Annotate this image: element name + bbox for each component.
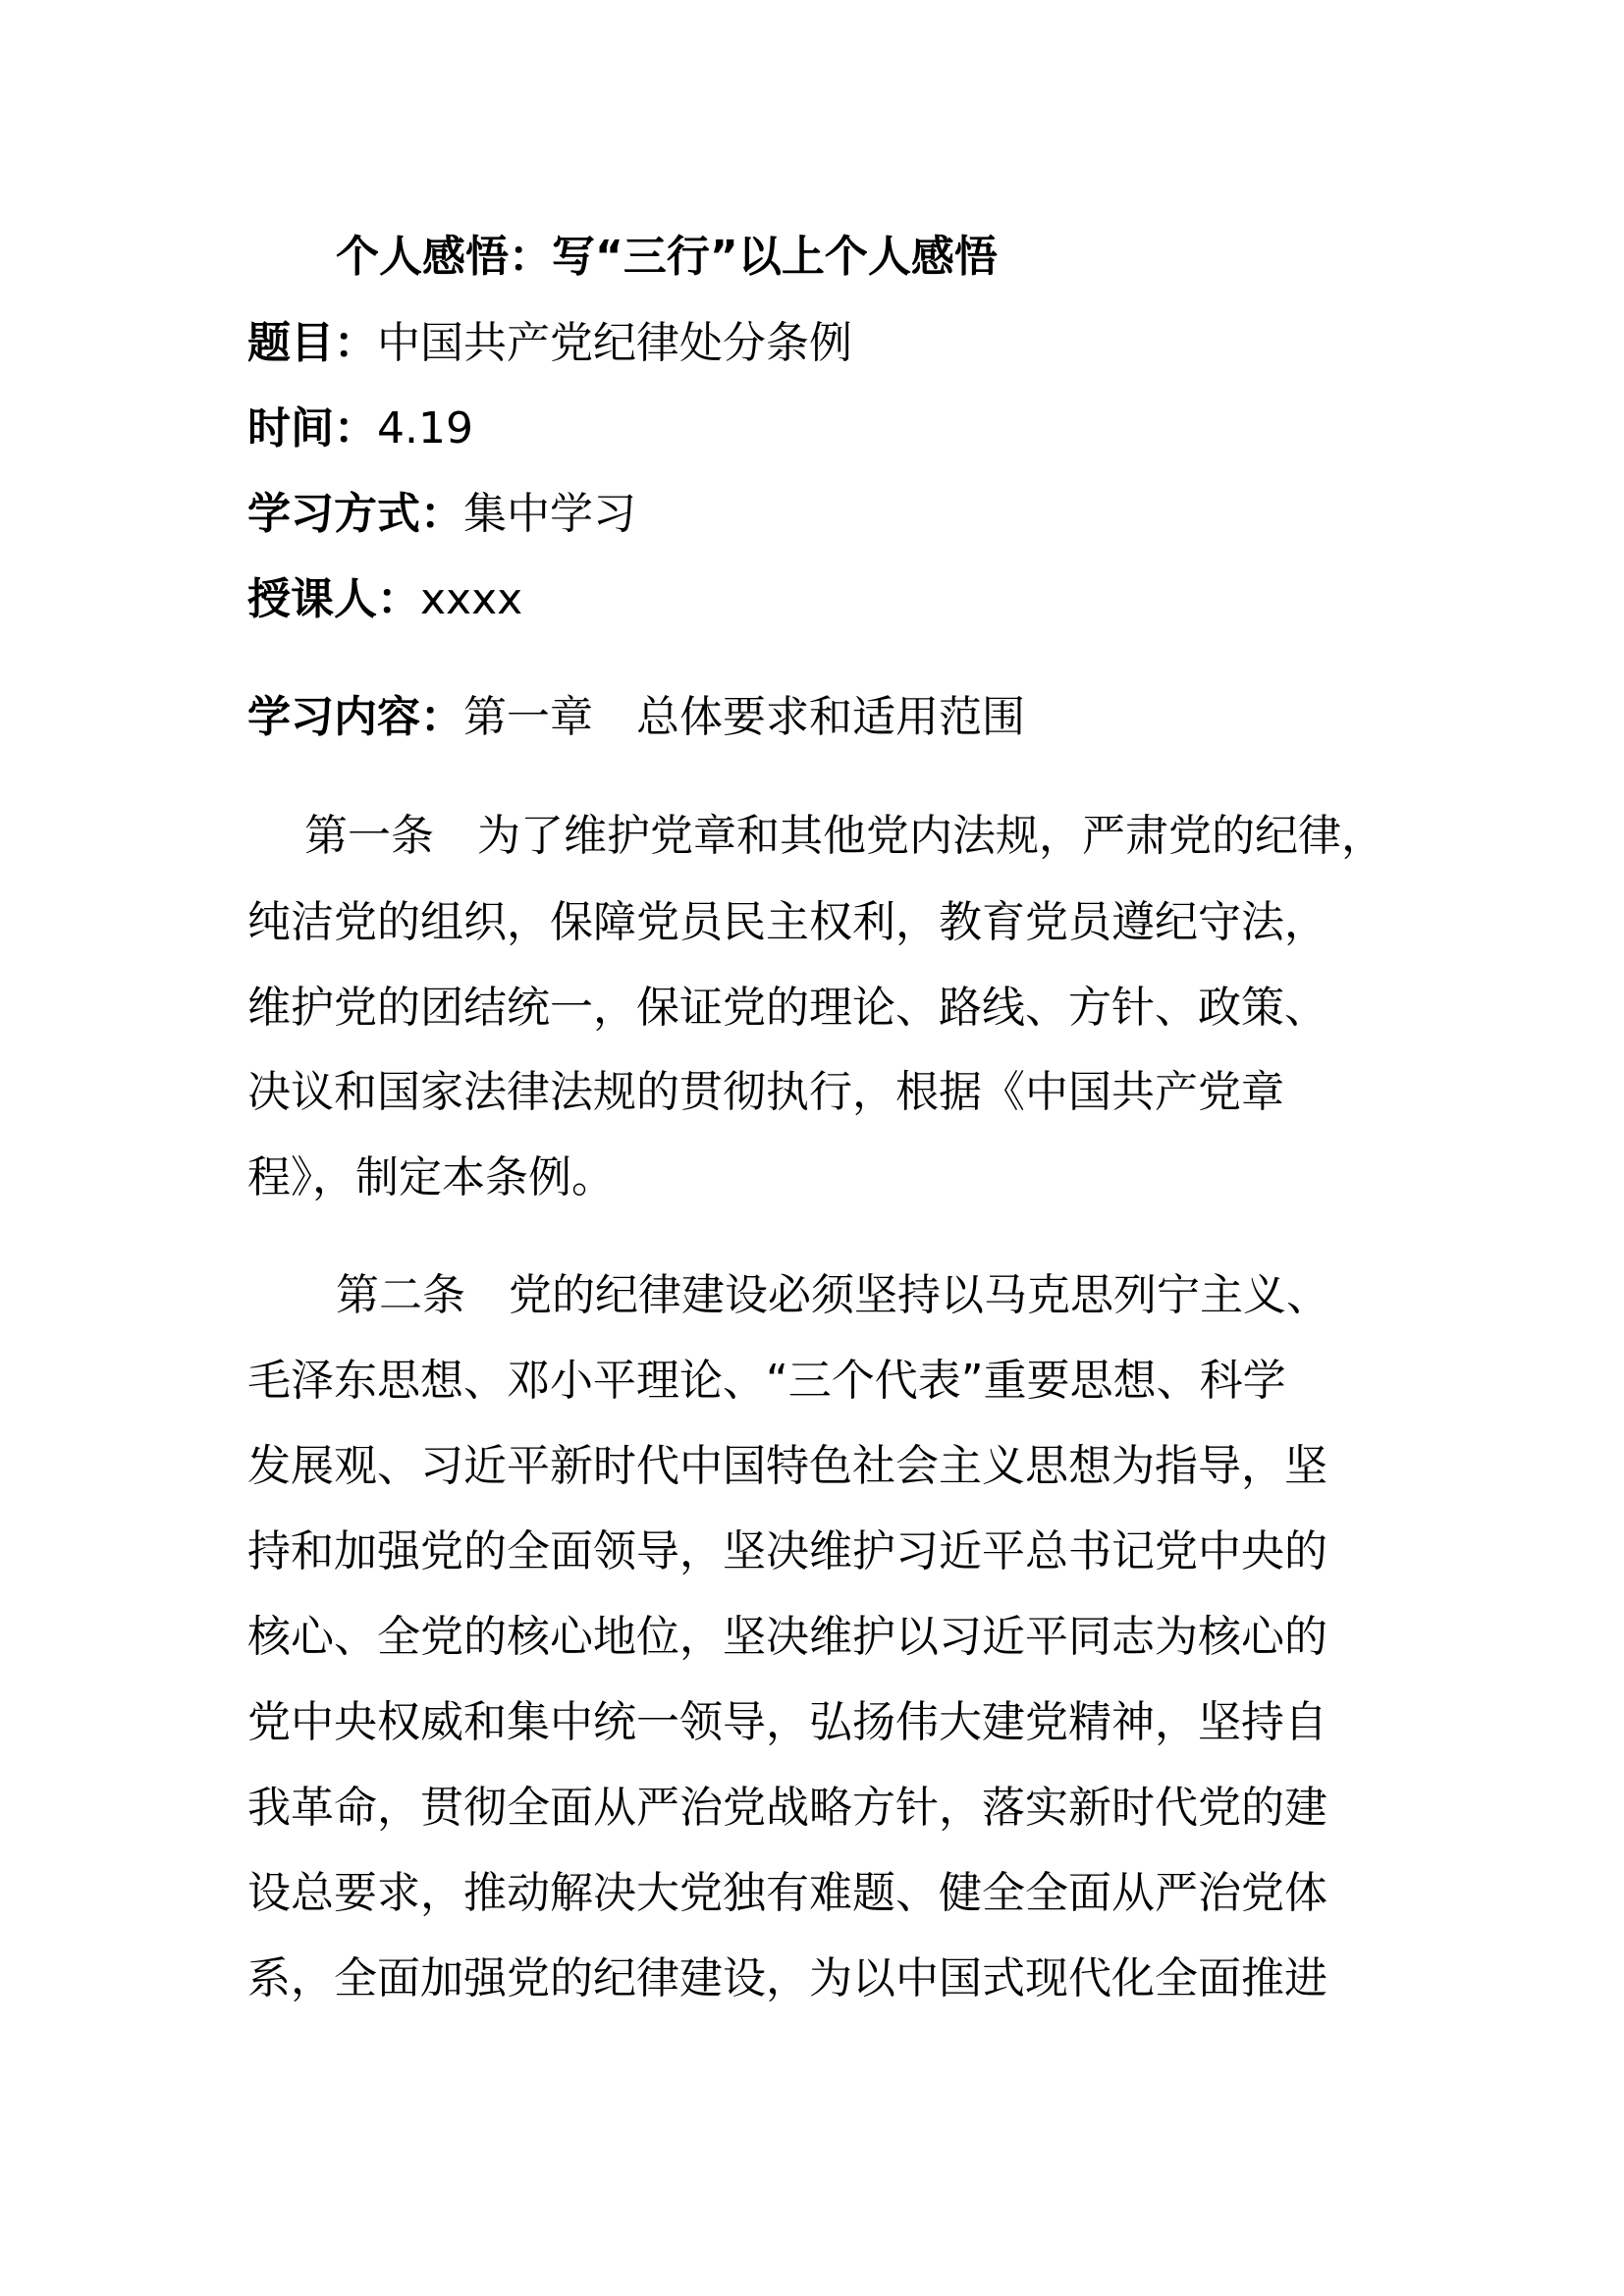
paragraph-line: 纯洁党的组织，保障党员民主权利，教育党员遵纪守法， [247,897,1327,947]
document-title: 个人感悟：写“三行”以上个人感悟 [336,232,998,282]
field-label: 题目： [247,318,377,368]
paragraph-line: 第一条 为了维护党章和其他党内法规，严肃党的纪律， [304,811,1384,861]
field-study-method [247,489,636,540]
field-label: 授课人： [247,574,420,624]
paragraph-line: 我革命，贯彻全面从严治党战略方针，落实新时代党的建 [247,1783,1327,1833]
field-value: 集中学习 [463,489,636,539]
paragraph-line: 设总要求，推动解决大党独有难题、健全全面从严治党体 [247,1868,1327,1918]
paragraph-line: 维护党的团结统一，保证党的理论、路线、方针、政策、 [247,983,1327,1033]
field-value: 中国共产党纪律处分条例 [377,318,852,368]
field-time [247,403,473,454]
paragraph-line: 系，全面加强党的纪律建设，为以中国式现代化全面推进 [247,1953,1327,2003]
field-study-content [247,692,1025,743]
paragraph-line: 毛泽东思想、邓小平理论、“三个代表”重要思想、科学 [247,1356,1286,1406]
paragraph-line: 程》，制定本条例。 [247,1152,615,1202]
paragraph-line: 核心、全党的核心地位，坚决维护以习近平同志为核心的 [247,1612,1327,1662]
field-label: 学习方式： [247,489,463,539]
paragraph-line: 持和加强党的全面领导，坚决维护习近平总书记党中央的 [247,1526,1327,1576]
paragraph-line: 发展观、习近平新时代中国特色社会主义思想为指导，坚 [247,1441,1327,1491]
paragraph-line: 党中央权威和集中统一领导，弘扬伟大建党精神，坚持自 [247,1697,1327,1747]
field-value: 4.19 [377,403,473,454]
field-value: xxxx [420,574,523,624]
paragraph-line: 决议和国家法律法规的贯彻执行，根据《中国共产党章 [247,1067,1284,1117]
field-label: 学习内容： [247,692,463,742]
field-topic [247,318,852,369]
field-label: 时间： [247,403,377,454]
field-value: 第一章 总体要求和适用范围 [463,692,1025,742]
field-lecturer [247,574,522,625]
paragraph-line: 第二条 党的纪律建设必须坚持以马克思列宁主义、 [336,1270,1329,1320]
